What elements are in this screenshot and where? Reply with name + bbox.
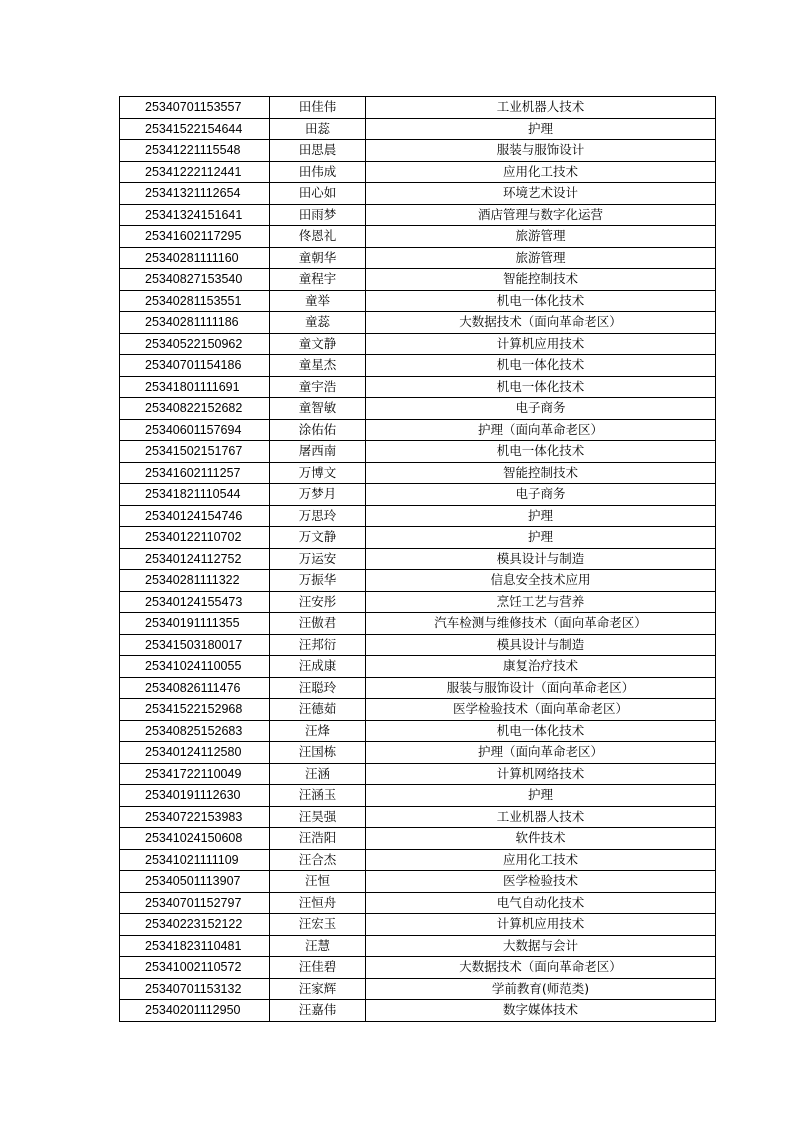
candidate-id-cell: 25340825152683 <box>120 720 270 742</box>
student-name-cell: 田思晨 <box>270 140 366 162</box>
student-name-cell: 童举 <box>270 290 366 312</box>
candidate-id-cell: 25340722153983 <box>120 806 270 828</box>
admission-table-body <box>120 97 716 1022</box>
table-row <box>120 591 716 613</box>
major-cell: 机电一体化技术 <box>366 441 716 463</box>
candidate-id-cell: 25340281111160 <box>120 247 270 269</box>
major-cell: 计算机网络技术 <box>366 763 716 785</box>
table-row <box>120 484 716 506</box>
major-cell: 模具设计与制造 <box>366 634 716 656</box>
student-name-cell: 屠西南 <box>270 441 366 463</box>
student-name-cell: 汪聪玲 <box>270 677 366 699</box>
student-name-cell: 汪涵 <box>270 763 366 785</box>
candidate-id-cell: 25340124155473 <box>120 591 270 613</box>
candidate-id-cell: 25341222112441 <box>120 161 270 183</box>
table-row <box>120 398 716 420</box>
candidate-id-cell: 25340223152122 <box>120 914 270 936</box>
table-row <box>120 892 716 914</box>
table-row <box>120 505 716 527</box>
table-row <box>120 935 716 957</box>
table-row <box>120 785 716 807</box>
student-name-cell: 万文静 <box>270 527 366 549</box>
major-cell: 大数据与会计 <box>366 935 716 957</box>
major-cell: 学前教育(师范类) <box>366 978 716 1000</box>
major-cell: 计算机应用技术 <box>366 914 716 936</box>
student-name-cell: 涂佑佑 <box>270 419 366 441</box>
candidate-id-cell: 25340522150962 <box>120 333 270 355</box>
student-name-cell: 汪安彤 <box>270 591 366 613</box>
table-row <box>120 720 716 742</box>
student-name-cell: 汪浩阳 <box>270 828 366 850</box>
major-cell: 工业机器人技术 <box>366 97 716 119</box>
student-name-cell: 汪慧 <box>270 935 366 957</box>
student-name-cell: 汪嘉伟 <box>270 1000 366 1022</box>
major-cell: 应用化工技术 <box>366 161 716 183</box>
candidate-id-cell: 25341024150608 <box>120 828 270 850</box>
candidate-id-cell: 25341502151767 <box>120 441 270 463</box>
major-cell: 软件技术 <box>366 828 716 850</box>
table-row <box>120 613 716 635</box>
major-cell: 医学检验技术 <box>366 871 716 893</box>
major-cell: 护理（面向革命老区） <box>366 419 716 441</box>
candidate-id-cell: 25340201112950 <box>120 1000 270 1022</box>
student-name-cell: 田心如 <box>270 183 366 205</box>
candidate-id-cell: 25340701153132 <box>120 978 270 1000</box>
student-name-cell: 汪昊强 <box>270 806 366 828</box>
table-row <box>120 527 716 549</box>
candidate-id-cell: 25340124112752 <box>120 548 270 570</box>
major-cell: 旅游管理 <box>366 247 716 269</box>
student-name-cell: 汪涵玉 <box>270 785 366 807</box>
admission-table <box>119 96 716 1022</box>
table-row <box>120 97 716 119</box>
candidate-id-cell: 25341002110572 <box>120 957 270 979</box>
student-name-cell: 汪烽 <box>270 720 366 742</box>
table-row <box>120 118 716 140</box>
student-name-cell: 田伟成 <box>270 161 366 183</box>
candidate-id-cell: 25340124112580 <box>120 742 270 764</box>
major-cell: 护理 <box>366 527 716 549</box>
major-cell: 机电一体化技术 <box>366 376 716 398</box>
candidate-id-cell: 25340701154186 <box>120 355 270 377</box>
table-row <box>120 871 716 893</box>
table-row <box>120 699 716 721</box>
student-name-cell: 汪邦衍 <box>270 634 366 656</box>
table-row <box>120 140 716 162</box>
student-name-cell: 汪国栋 <box>270 742 366 764</box>
table-row <box>120 204 716 226</box>
table-row <box>120 312 716 334</box>
table-row <box>120 656 716 678</box>
candidate-id-cell: 25340822152682 <box>120 398 270 420</box>
table-row <box>120 441 716 463</box>
table-row <box>120 914 716 936</box>
major-cell: 大数据技术（面向革命老区） <box>366 312 716 334</box>
major-cell: 电气自动化技术 <box>366 892 716 914</box>
major-cell: 模具设计与制造 <box>366 548 716 570</box>
major-cell: 酒店管理与数字化运营 <box>366 204 716 226</box>
table-row <box>120 634 716 656</box>
major-cell: 服装与服饰设计（面向革命老区） <box>366 677 716 699</box>
student-name-cell: 万博文 <box>270 462 366 484</box>
table-row <box>120 548 716 570</box>
major-cell: 应用化工技术 <box>366 849 716 871</box>
major-cell: 智能控制技术 <box>366 462 716 484</box>
candidate-id-cell: 25340124154746 <box>120 505 270 527</box>
major-cell: 电子商务 <box>366 398 716 420</box>
major-cell: 护理 <box>366 785 716 807</box>
candidate-id-cell: 25341823110481 <box>120 935 270 957</box>
table-row <box>120 849 716 871</box>
major-cell: 护理 <box>366 505 716 527</box>
student-name-cell: 万思玲 <box>270 505 366 527</box>
major-cell: 大数据技术（面向革命老区） <box>366 957 716 979</box>
candidate-id-cell: 25341021111109 <box>120 849 270 871</box>
major-cell: 护理（面向革命老区） <box>366 742 716 764</box>
student-name-cell: 万梦月 <box>270 484 366 506</box>
table-row <box>120 290 716 312</box>
table-row <box>120 742 716 764</box>
student-name-cell: 汪恒 <box>270 871 366 893</box>
major-cell: 旅游管理 <box>366 226 716 248</box>
table-row <box>120 806 716 828</box>
candidate-id-cell: 25340122110702 <box>120 527 270 549</box>
table-row <box>120 333 716 355</box>
table-row <box>120 161 716 183</box>
student-name-cell: 佟恩礼 <box>270 226 366 248</box>
table-row <box>120 957 716 979</box>
candidate-id-cell: 25340501113907 <box>120 871 270 893</box>
candidate-id-cell: 25341821110544 <box>120 484 270 506</box>
major-cell: 汽车检测与维修技术（面向革命老区） <box>366 613 716 635</box>
major-cell: 电子商务 <box>366 484 716 506</box>
candidate-id-cell: 25341522152968 <box>120 699 270 721</box>
student-name-cell: 童朝华 <box>270 247 366 269</box>
student-name-cell: 童星杰 <box>270 355 366 377</box>
candidate-id-cell: 25341321112654 <box>120 183 270 205</box>
table-row <box>120 828 716 850</box>
major-cell: 计算机应用技术 <box>366 333 716 355</box>
candidate-id-cell: 25341602117295 <box>120 226 270 248</box>
candidate-id-cell: 25340191111355 <box>120 613 270 635</box>
major-cell: 工业机器人技术 <box>366 806 716 828</box>
student-name-cell: 童文静 <box>270 333 366 355</box>
table-row <box>120 763 716 785</box>
candidate-id-cell: 25341221115548 <box>120 140 270 162</box>
candidate-id-cell: 25341722110049 <box>120 763 270 785</box>
candidate-id-cell: 25341801111691 <box>120 376 270 398</box>
table-row <box>120 570 716 592</box>
table-row <box>120 269 716 291</box>
student-name-cell: 汪宏玉 <box>270 914 366 936</box>
student-name-cell: 汪傲君 <box>270 613 366 635</box>
student-name-cell: 万振华 <box>270 570 366 592</box>
candidate-id-cell: 25341024110055 <box>120 656 270 678</box>
major-cell: 服装与服饰设计 <box>366 140 716 162</box>
table-row <box>120 1000 716 1022</box>
major-cell: 数字媒体技术 <box>366 1000 716 1022</box>
student-name-cell: 童宇浩 <box>270 376 366 398</box>
major-cell: 智能控制技术 <box>366 269 716 291</box>
candidate-id-cell: 25341602111257 <box>120 462 270 484</box>
major-cell: 医学检验技术（面向革命老区） <box>366 699 716 721</box>
student-name-cell: 汪恒舟 <box>270 892 366 914</box>
student-name-cell: 童智敏 <box>270 398 366 420</box>
major-cell: 机电一体化技术 <box>366 355 716 377</box>
student-name-cell: 田佳伟 <box>270 97 366 119</box>
candidate-id-cell: 25340701153557 <box>120 97 270 119</box>
student-name-cell: 万运安 <box>270 548 366 570</box>
major-cell: 机电一体化技术 <box>366 290 716 312</box>
student-name-cell: 田蕊 <box>270 118 366 140</box>
table-row <box>120 183 716 205</box>
major-cell: 机电一体化技术 <box>366 720 716 742</box>
candidate-id-cell: 25341503180017 <box>120 634 270 656</box>
major-cell: 烹饪工艺与营养 <box>366 591 716 613</box>
table-row <box>120 419 716 441</box>
table-row <box>120 462 716 484</box>
major-cell: 环境艺术设计 <box>366 183 716 205</box>
major-cell: 康复治疗技术 <box>366 656 716 678</box>
table-row <box>120 376 716 398</box>
candidate-id-cell: 25340826111476 <box>120 677 270 699</box>
student-name-cell: 田雨梦 <box>270 204 366 226</box>
student-name-cell: 童程宇 <box>270 269 366 291</box>
student-name-cell: 童蕊 <box>270 312 366 334</box>
candidate-id-cell: 25340827153540 <box>120 269 270 291</box>
student-name-cell: 汪家辉 <box>270 978 366 1000</box>
candidate-id-cell: 25340601157694 <box>120 419 270 441</box>
table-row <box>120 247 716 269</box>
major-cell: 护理 <box>366 118 716 140</box>
candidate-id-cell: 25341324151641 <box>120 204 270 226</box>
table-row <box>120 355 716 377</box>
candidate-id-cell: 25340281111186 <box>120 312 270 334</box>
table-row <box>120 677 716 699</box>
student-name-cell: 汪佳碧 <box>270 957 366 979</box>
table-row <box>120 978 716 1000</box>
student-name-cell: 汪合杰 <box>270 849 366 871</box>
candidate-id-cell: 25340281111322 <box>120 570 270 592</box>
candidate-id-cell: 25340191112630 <box>120 785 270 807</box>
student-name-cell: 汪德茹 <box>270 699 366 721</box>
candidate-id-cell: 25340701152797 <box>120 892 270 914</box>
table-row <box>120 226 716 248</box>
major-cell: 信息安全技术应用 <box>366 570 716 592</box>
candidate-id-cell: 25340281153551 <box>120 290 270 312</box>
student-name-cell: 汪成康 <box>270 656 366 678</box>
candidate-id-cell: 25341522154644 <box>120 118 270 140</box>
